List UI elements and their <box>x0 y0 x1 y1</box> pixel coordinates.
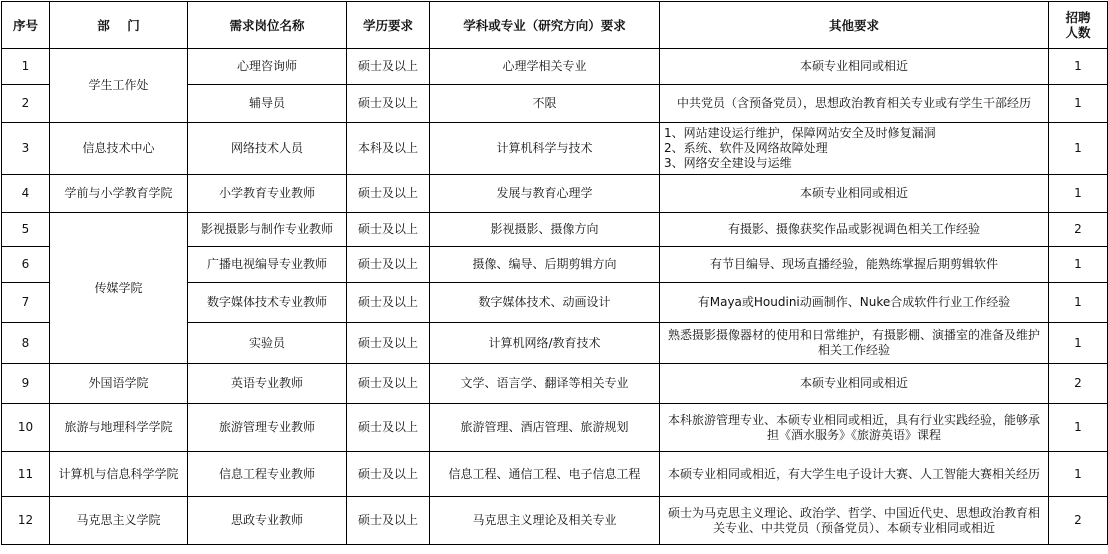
count-cell: 1 <box>1049 247 1108 283</box>
dept-cell: 传媒学院 <box>50 213 188 364</box>
dept-cell: 计算机与信息科学学院 <box>50 452 188 497</box>
seq-cell: 7 <box>2 283 50 323</box>
position-cell: 信息工程专业教师 <box>188 452 347 497</box>
position-cell: 小学教育专业教师 <box>188 175 347 213</box>
dept-cell: 马克思主义学院 <box>50 497 188 545</box>
education-cell: 硕士及以上 <box>347 364 430 404</box>
count-cell: 2 <box>1049 364 1108 404</box>
table-row <box>2 49 1108 85</box>
major-cell: 计算机网络/教育技术 <box>430 323 660 364</box>
count-cell: 1 <box>1049 123 1108 175</box>
position-cell: 辅导员 <box>188 85 347 123</box>
table-row <box>2 123 1108 175</box>
other-cell: 本硕专业相同或相近 <box>660 49 1049 85</box>
education-cell: 硕士及以上 <box>347 323 430 364</box>
other-cell: 中共党员（含预备党员），思想政治教育相关专业或有学生干部经历 <box>660 85 1049 123</box>
education-cell: 硕士及以上 <box>347 247 430 283</box>
education-cell: 硕士及以上 <box>347 213 430 247</box>
seq-cell: 11 <box>2 452 50 497</box>
position-cell: 数字媒体技术专业教师 <box>188 283 347 323</box>
count-cell: 2 <box>1049 213 1108 247</box>
count-cell: 1 <box>1049 175 1108 213</box>
count-cell: 1 <box>1049 323 1108 364</box>
table-row <box>2 404 1108 452</box>
recruitment-table <box>1 1 1108 545</box>
other-cell: 本硕专业相同或相近，有大学生电子设计大赛、人工智能大赛相关经历 <box>660 452 1049 497</box>
education-cell: 硕士及以上 <box>347 283 430 323</box>
header-count: 招聘人数 <box>1049 2 1108 49</box>
position-cell: 广播电视编导专业教师 <box>188 247 347 283</box>
education-cell: 硕士及以上 <box>347 404 430 452</box>
table-row <box>2 175 1108 213</box>
dept-cell: 外国语学院 <box>50 364 188 404</box>
seq-cell: 3 <box>2 123 50 175</box>
education-cell: 硕士及以上 <box>347 497 430 545</box>
header-row <box>2 2 1108 49</box>
education-cell: 硕士及以上 <box>347 175 430 213</box>
seq-cell: 5 <box>2 213 50 247</box>
table-row <box>2 497 1108 545</box>
seq-cell: 10 <box>2 404 50 452</box>
major-cell: 马克思主义理论及相关专业 <box>430 497 660 545</box>
position-cell: 思政专业教师 <box>188 497 347 545</box>
header-seq: 序号 <box>2 2 50 49</box>
table-row <box>2 452 1108 497</box>
position-cell: 英语专业教师 <box>188 364 347 404</box>
seq-cell: 8 <box>2 323 50 364</box>
seq-cell: 4 <box>2 175 50 213</box>
table-row <box>2 364 1108 404</box>
dept-cell: 旅游与地理科学学院 <box>50 404 188 452</box>
other-cell: 有节目编导、现场直播经验，能熟练掌握后期剪辑软件 <box>660 247 1049 283</box>
other-cell: 有摄影、摄像获奖作品或影视调色相关工作经验 <box>660 213 1049 247</box>
position-cell: 心理咨询师 <box>188 49 347 85</box>
dept-cell: 信息技术中心 <box>50 123 188 175</box>
major-cell: 影视摄影、摄像方向 <box>430 213 660 247</box>
count-cell: 1 <box>1049 452 1108 497</box>
seq-cell: 12 <box>2 497 50 545</box>
other-cell: 本硕专业相同或相近 <box>660 364 1049 404</box>
count-cell: 1 <box>1049 404 1108 452</box>
major-cell: 计算机科学与技术 <box>430 123 660 175</box>
position-cell: 实验员 <box>188 323 347 364</box>
major-cell: 发展与教育心理学 <box>430 175 660 213</box>
major-cell: 不限 <box>430 85 660 123</box>
header-position: 需求岗位名称 <box>188 2 347 49</box>
table-row <box>2 213 1108 247</box>
seq-cell: 6 <box>2 247 50 283</box>
major-cell: 文学、语言学、翻译等相关专业 <box>430 364 660 404</box>
education-cell: 本科及以上 <box>347 123 430 175</box>
other-cell: 硕士为马克思主义理论、政治学、哲学、中国近代史、思想政治教育相关专业、中共党员（预备党员）、本硕专业相同或相近 <box>660 497 1049 545</box>
other-cell: 熟悉摄影摄像器材的使用和日常维护，有摄影棚、演播室的准备及维护相关工作经验 <box>660 323 1049 364</box>
major-cell: 摄像、编导、后期剪辑方向 <box>430 247 660 283</box>
other-cell: 1、网站建设运行维护，保障网站安全及时修复漏洞 2、系统、软件及网络故障处理 3、网络安全建设与运维 <box>660 123 1049 175</box>
count-cell: 1 <box>1049 49 1108 85</box>
major-cell: 信息工程、通信工程、电子信息工程 <box>430 452 660 497</box>
education-cell: 硕士及以上 <box>347 49 430 85</box>
major-cell: 心理学相关专业 <box>430 49 660 85</box>
other-cell: 本科旅游管理专业、本硕专业相同或相近，具有行业实践经验，能够承担《酒水服务》《旅游英语》课程 <box>660 404 1049 452</box>
count-cell: 1 <box>1049 283 1108 323</box>
header-other: 其他要求 <box>660 2 1049 49</box>
position-cell: 旅游管理专业教师 <box>188 404 347 452</box>
education-cell: 硕士及以上 <box>347 85 430 123</box>
header-dept: 部 门 <box>50 2 188 49</box>
position-cell: 网络技术人员 <box>188 123 347 175</box>
dept-cell: 学生工作处 <box>50 49 188 123</box>
count-cell: 1 <box>1049 85 1108 123</box>
other-cell: 本硕专业相同或相近 <box>660 175 1049 213</box>
header-major: 学科或专业（研究方向）要求 <box>430 2 660 49</box>
seq-cell: 9 <box>2 364 50 404</box>
position-cell: 影视摄影与制作专业教师 <box>188 213 347 247</box>
major-cell: 旅游管理、酒店管理、旅游规划 <box>430 404 660 452</box>
education-cell: 硕士及以上 <box>347 452 430 497</box>
other-cell: 有Maya或Houdini动画制作、Nuke合成软件行业工作经验 <box>660 283 1049 323</box>
dept-cell: 学前与小学教育学院 <box>50 175 188 213</box>
seq-cell: 1 <box>2 49 50 85</box>
seq-cell: 2 <box>2 85 50 123</box>
header-education: 学历要求 <box>347 2 430 49</box>
major-cell: 数字媒体技术、动画设计 <box>430 283 660 323</box>
count-cell: 2 <box>1049 497 1108 545</box>
